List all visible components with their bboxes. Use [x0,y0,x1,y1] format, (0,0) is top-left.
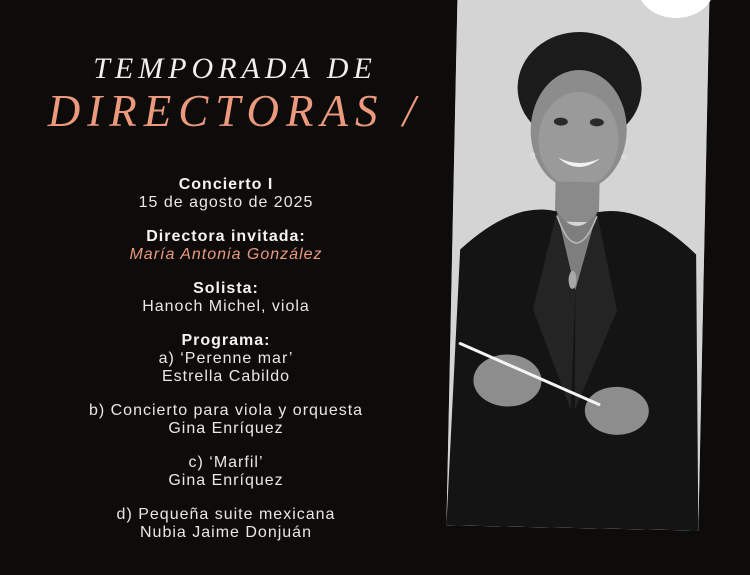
program-label: Programa: [181,332,271,349]
conductor-photo [446,0,709,531]
concert-date: 15 de agosto de 2025 [138,194,314,211]
program-item-d [0,506,452,542]
program-item-composer: Gina Enríquez [168,420,284,437]
program-item-composer: Nubia Jaime Donjuán [140,524,312,541]
program-item-title: c) ‘Marfil’ [188,454,264,471]
program-item-composer: Estrella Cabildo [161,368,291,385]
concert-label: Concierto I [178,176,274,193]
soloist-group [0,280,452,316]
program-item-title: d) Pequeña suite mexicana [116,506,336,523]
concert-info [0,176,452,558]
program-item-b [0,402,452,438]
program-item-title: a) ‘Perenne mar’ [158,350,294,367]
soloist-name: Hanoch Michel, viola [142,298,310,315]
heading-line-2: DIRECTORAS / [47,86,423,136]
program-item-composer: Gina Enríquez [168,472,284,489]
heading-line-1: TEMPORADA DE [93,52,377,85]
program-item-c [0,454,452,490]
director-label: Directora invitada: [146,228,306,245]
concert-group [0,176,452,212]
director-group [0,228,452,264]
program-item-title: b) Concierto para viola y orquesta [88,402,364,419]
conductor-portrait-illustration [446,0,709,531]
director-name: María Antonia González [129,246,323,263]
soloist-label: Solista: [193,280,259,297]
season-heading [0,52,470,136]
program-item-a [0,332,452,386]
